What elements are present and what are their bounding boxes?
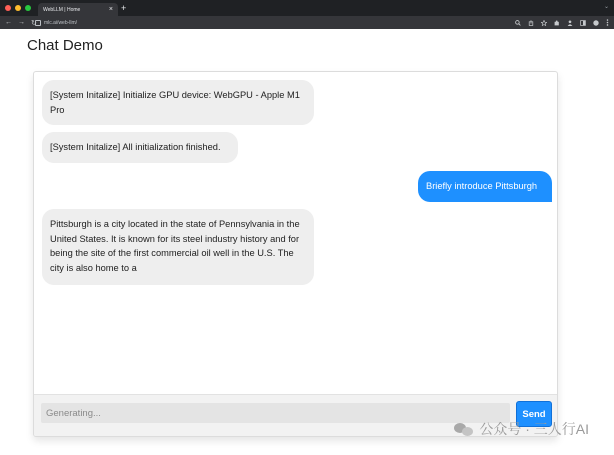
sidebar-icon[interactable] xyxy=(580,20,586,26)
close-window-button[interactable] xyxy=(5,5,11,11)
tab-search-icon[interactable]: ⌄ xyxy=(603,4,609,10)
new-tab-icon[interactable]: + xyxy=(121,3,127,13)
extension-puzzle-icon[interactable] xyxy=(554,20,560,26)
url-text: mlc.ai/web-llm/ xyxy=(44,19,78,26)
system-message: [System Initalize] All initialization finished. xyxy=(42,132,238,163)
back-arrow-icon[interactable]: ← xyxy=(5,18,12,26)
watermark-text: 公众号 · 三人行AI xyxy=(479,421,589,437)
bookmark-star-icon[interactable] xyxy=(541,20,547,26)
nav-buttons xyxy=(5,19,37,27)
watermark xyxy=(454,419,589,439)
window-controls xyxy=(5,5,31,11)
chat-input[interactable] xyxy=(41,403,510,423)
chat-container xyxy=(33,71,558,437)
maximize-window-button[interactable] xyxy=(25,5,31,11)
tab-title: WebLLM | Home xyxy=(43,6,81,13)
account-icon[interactable] xyxy=(593,20,599,26)
user-message: Briefly introduce Pittsburgh xyxy=(418,171,552,202)
system-message: [System Initalize] Initialize GPU device: WebGPU - Apple M1 Pro xyxy=(42,80,314,125)
reload-icon[interactable]: ↻ xyxy=(31,19,37,27)
assistant-message: Pittsburgh is a city located in the state of Pennsylvania in the United States. It is known for its steel industry history and for being the site of the first commercial oil well in the U.S. The city is also home to a xyxy=(42,209,314,285)
browser-tab[interactable] xyxy=(38,3,118,16)
wechat-logo-icon xyxy=(454,422,474,437)
send-button[interactable]: Send xyxy=(516,401,552,427)
browser-extension-icons xyxy=(515,18,609,27)
profile-icon[interactable] xyxy=(567,20,573,26)
forward-arrow-icon[interactable]: → xyxy=(18,18,25,26)
more-menu-icon[interactable] xyxy=(606,19,609,26)
share-icon[interactable] xyxy=(528,20,534,26)
address-bar[interactable] xyxy=(35,18,530,27)
browser-tab-bar xyxy=(0,0,614,16)
tab-close-icon[interactable]: × xyxy=(108,6,113,13)
page-title: Chat Demo xyxy=(27,37,103,54)
zoom-icon[interactable] xyxy=(515,20,521,26)
lock-icon xyxy=(35,20,41,26)
minimize-window-button[interactable] xyxy=(15,5,21,11)
